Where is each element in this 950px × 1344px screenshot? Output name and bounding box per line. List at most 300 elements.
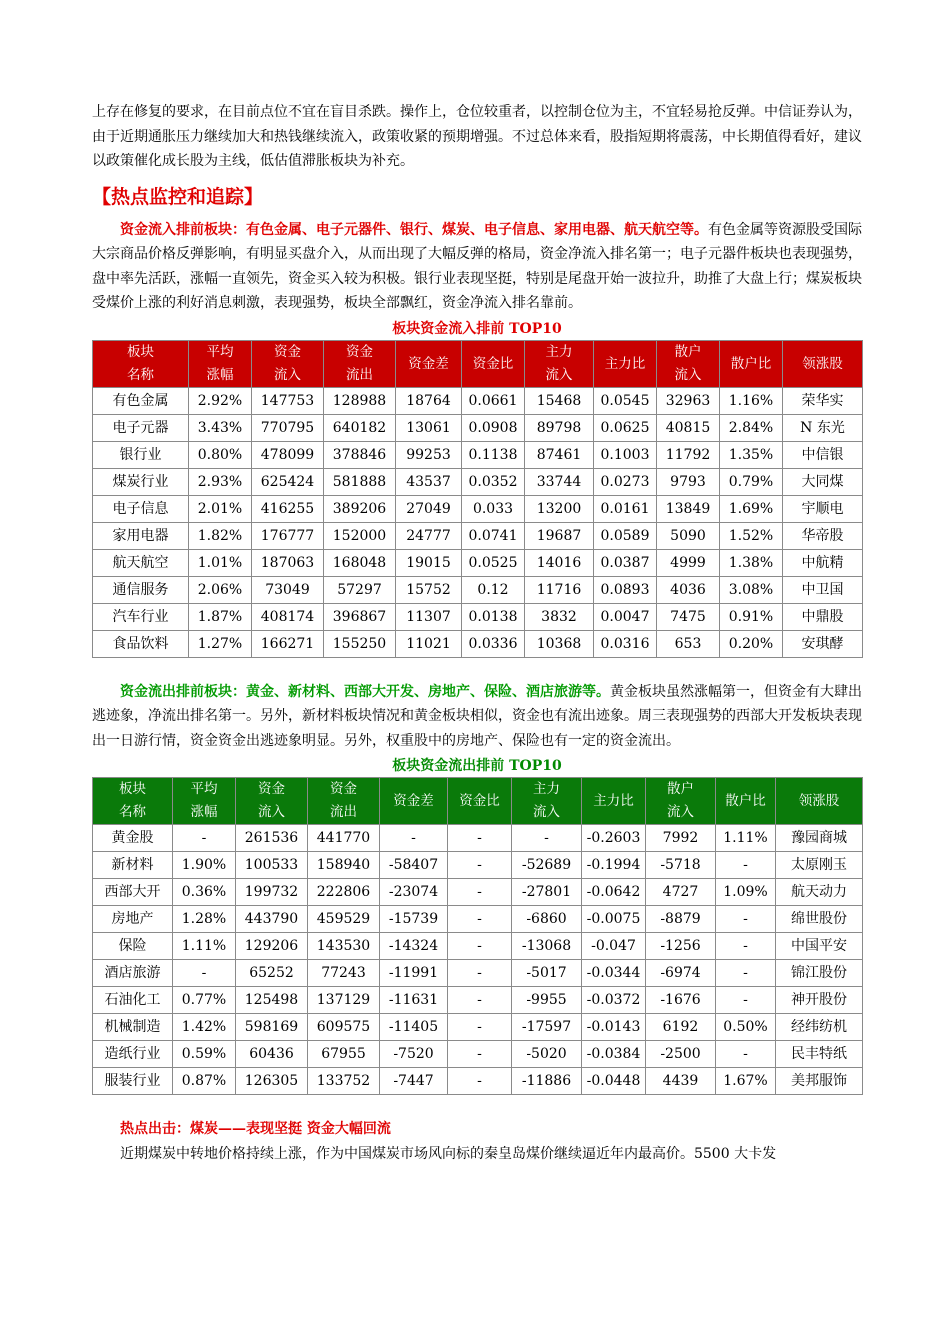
- column-header: [236, 778, 308, 825]
- table-cell: -6860: [512, 906, 582, 933]
- table-cell: -: [716, 1041, 776, 1068]
- table-cell: -0.0075: [582, 906, 646, 933]
- table-cell: 银行业: [93, 441, 189, 468]
- table-cell: 4036: [657, 576, 720, 603]
- table-cell: 0.36%: [173, 879, 236, 906]
- column-header: [173, 778, 236, 825]
- table-cell: -13068: [512, 933, 582, 960]
- column-header: 资金差: [380, 778, 448, 825]
- column-header-line: 散户: [674, 343, 702, 360]
- table-cell: 绵世股份: [776, 906, 863, 933]
- table-cell: 0.77%: [173, 987, 236, 1014]
- table-cell: 0.1003: [594, 441, 657, 468]
- table-cell: 中卫国: [783, 576, 863, 603]
- table-cell: 1.90%: [173, 852, 236, 879]
- table-row: [93, 576, 863, 603]
- column-header: [252, 340, 324, 387]
- table-cell: 0.12: [462, 576, 525, 603]
- table-cell: -5020: [512, 1041, 582, 1068]
- table-cell: 中国平安: [776, 933, 863, 960]
- table-cell: 安琪酵: [783, 630, 863, 657]
- table-cell: 0.91%: [720, 603, 783, 630]
- table-cell: 0.0387: [594, 549, 657, 576]
- table-cell: 33744: [525, 468, 594, 495]
- table-cell: 653: [657, 630, 720, 657]
- column-header: 主力比: [594, 340, 657, 387]
- table-cell: 408174: [252, 603, 324, 630]
- table-cell: 0.0273: [594, 468, 657, 495]
- table-cell: 57297: [324, 576, 396, 603]
- table-cell: 4727: [646, 879, 716, 906]
- table-cell: 大同煤: [783, 468, 863, 495]
- table-cell: 0.50%: [716, 1014, 776, 1041]
- inflow-table: [92, 340, 863, 658]
- column-header: [657, 340, 720, 387]
- table-cell: 99253: [396, 441, 462, 468]
- table-cell: 1.11%: [173, 933, 236, 960]
- table-cell: -: [448, 906, 512, 933]
- table-cell: 1.82%: [189, 522, 252, 549]
- table-cell: 荣华实: [783, 387, 863, 414]
- table-cell: -0.1994: [582, 852, 646, 879]
- table-row: [93, 603, 863, 630]
- table-cell: 199732: [236, 879, 308, 906]
- table-cell: 0.0352: [462, 468, 525, 495]
- table-cell: 0.0893: [594, 576, 657, 603]
- table-cell: 西部大开: [93, 879, 173, 906]
- table-cell: 598169: [236, 1014, 308, 1041]
- column-header-line: 资金: [258, 781, 285, 797]
- table-cell: 609575: [308, 1014, 380, 1041]
- table-cell: 43537: [396, 468, 462, 495]
- column-header-line: 散户: [667, 781, 694, 797]
- table-row: [93, 987, 863, 1014]
- table-cell: -0.0372: [582, 987, 646, 1014]
- table-cell: 100533: [236, 852, 308, 879]
- column-header: [646, 778, 716, 825]
- table-cell: 汽车行业: [93, 603, 189, 630]
- table-cell: 73049: [252, 576, 324, 603]
- table-cell: 7475: [657, 603, 720, 630]
- table-cell: 77243: [308, 960, 380, 987]
- table-cell: -1676: [646, 987, 716, 1014]
- table-cell: 1.35%: [720, 441, 783, 468]
- table-cell: 128988: [324, 387, 396, 414]
- table-cell: -52689: [512, 852, 582, 879]
- table-row: [93, 852, 863, 879]
- table-cell: 87461: [525, 441, 594, 468]
- table-cell: -58407: [380, 852, 448, 879]
- column-header: [512, 778, 582, 825]
- hotspot-body: 近期煤炭中转地价格持续上涨，作为中国煤炭市场风向标的秦皇岛煤价继续逼近年内最高价。5500 大卡发: [120, 1145, 777, 1162]
- table-cell: 187063: [252, 549, 324, 576]
- table-cell: 酒店旅游: [93, 960, 173, 987]
- table-cell: 27049: [396, 495, 462, 522]
- table-cell: 126305: [236, 1068, 308, 1095]
- table-cell: 19687: [525, 522, 594, 549]
- table-cell: 152000: [324, 522, 396, 549]
- table-cell: -0.047: [582, 933, 646, 960]
- table-cell: -: [448, 852, 512, 879]
- table-row: [93, 1041, 863, 1068]
- table-cell: 2.06%: [189, 576, 252, 603]
- table-cell: 459529: [308, 906, 380, 933]
- table-cell: 豫园商城: [776, 825, 863, 852]
- table-cell: 0.0545: [594, 387, 657, 414]
- table-cell: 1.09%: [716, 879, 776, 906]
- table-cell: 625424: [252, 468, 324, 495]
- table-cell: 民丰特纸: [776, 1041, 863, 1068]
- table-cell: 保险: [93, 933, 173, 960]
- table-cell: 155250: [324, 630, 396, 657]
- table-cell: 0.0161: [594, 495, 657, 522]
- table-cell: -: [448, 987, 512, 1014]
- inflow-paragraph: [92, 218, 862, 316]
- table-cell: -: [173, 825, 236, 852]
- table-cell: 4439: [646, 1068, 716, 1095]
- table-cell: 5090: [657, 522, 720, 549]
- table-cell: 1.11%: [716, 825, 776, 852]
- table-cell: 中鼎股: [783, 603, 863, 630]
- table-cell: 13200: [525, 495, 594, 522]
- table-cell: 新材料: [93, 852, 173, 879]
- table-cell: 食品饮料: [93, 630, 189, 657]
- column-header-line: 板块: [119, 781, 146, 797]
- table-cell: -9955: [512, 987, 582, 1014]
- table-cell: 14016: [525, 549, 594, 576]
- table-cell: -15739: [380, 906, 448, 933]
- table-cell: 中信银: [783, 441, 863, 468]
- column-header: 散户比: [716, 778, 776, 825]
- table-cell: 神开股份: [776, 987, 863, 1014]
- table-cell: 太原刚玉: [776, 852, 863, 879]
- table-cell: 60436: [236, 1041, 308, 1068]
- table-cell: 航天动力: [776, 879, 863, 906]
- outflow-header-row: [93, 778, 863, 825]
- hotspot-title-text: 热点出击：煤炭——表现坚挺 资金大幅回流: [120, 1121, 391, 1137]
- table-cell: 389206: [324, 495, 396, 522]
- table-cell: 6192: [646, 1014, 716, 1041]
- table-cell: -: [448, 960, 512, 987]
- column-header: [525, 340, 594, 387]
- table-cell: 1.16%: [720, 387, 783, 414]
- table-cell: 0.0525: [462, 549, 525, 576]
- table-cell: 0.0047: [594, 603, 657, 630]
- column-header: [324, 340, 396, 387]
- column-header-line: 名称: [119, 804, 146, 820]
- table-cell: 222806: [308, 879, 380, 906]
- table-cell: 1.28%: [173, 906, 236, 933]
- column-header-line: 流入: [667, 804, 694, 820]
- table-cell: 11307: [396, 603, 462, 630]
- column-header: 主力比: [582, 778, 646, 825]
- table-cell: 石油化工: [93, 987, 173, 1014]
- outflow-paragraph: [92, 680, 862, 754]
- table-cell: -: [716, 852, 776, 879]
- outflow-table-body: [93, 825, 863, 1095]
- table-cell: 房地产: [93, 906, 173, 933]
- table-cell: 396867: [324, 603, 396, 630]
- column-header-line: 流入: [274, 366, 301, 383]
- column-header: 资金差: [396, 340, 462, 387]
- table-cell: -7447: [380, 1068, 448, 1095]
- table-cell: 0.0908: [462, 414, 525, 441]
- table-cell: 416255: [252, 495, 324, 522]
- table-cell: 143530: [308, 933, 380, 960]
- table-cell: -5017: [512, 960, 582, 987]
- table-cell: 1.69%: [720, 495, 783, 522]
- table-cell: 441770: [308, 825, 380, 852]
- column-header-line: 资金: [330, 781, 357, 797]
- table-cell: -: [448, 879, 512, 906]
- column-header-line: 资金: [346, 343, 373, 360]
- table-cell: 176777: [252, 522, 324, 549]
- table-cell: 锦江股份: [776, 960, 863, 987]
- table-cell: 24777: [396, 522, 462, 549]
- table-row: [93, 468, 863, 495]
- table-cell: 0.0625: [594, 414, 657, 441]
- table-cell: 65252: [236, 960, 308, 987]
- table-cell: -: [380, 825, 448, 852]
- table-cell: 电子信息: [93, 495, 189, 522]
- table-cell: 0.033: [462, 495, 525, 522]
- column-header: 散户比: [720, 340, 783, 387]
- column-header-line: 流入: [258, 804, 285, 820]
- table-cell: 0.0138: [462, 603, 525, 630]
- table-row: [93, 906, 863, 933]
- table-cell: 158940: [308, 852, 380, 879]
- table-cell: 378846: [324, 441, 396, 468]
- table-cell: -23074: [380, 879, 448, 906]
- table-cell: -11991: [380, 960, 448, 987]
- table-cell: 2.92%: [189, 387, 252, 414]
- table-cell: 0.0316: [594, 630, 657, 657]
- table-row: [93, 441, 863, 468]
- table-cell: 0.59%: [173, 1041, 236, 1068]
- table-cell: 2.93%: [189, 468, 252, 495]
- table-cell: 1.01%: [189, 549, 252, 576]
- table-cell: 125498: [236, 987, 308, 1014]
- table-cell: -0.0143: [582, 1014, 646, 1041]
- table-cell: -27801: [512, 879, 582, 906]
- table-cell: 770795: [252, 414, 324, 441]
- table-cell: 13061: [396, 414, 462, 441]
- table-cell: -0.0384: [582, 1041, 646, 1068]
- table-cell: -: [448, 1041, 512, 1068]
- table-cell: 129206: [236, 933, 308, 960]
- table-cell: 电子元器: [93, 414, 189, 441]
- column-header-line: 名称: [127, 366, 154, 383]
- outflow-table: [92, 777, 863, 1095]
- table-cell: 有色金属: [93, 387, 189, 414]
- table-cell: -: [512, 825, 582, 852]
- table-cell: 10368: [525, 630, 594, 657]
- table-row: [93, 825, 863, 852]
- table-cell: 1.27%: [189, 630, 252, 657]
- table-cell: 32963: [657, 387, 720, 414]
- column-header: [308, 778, 380, 825]
- table-cell: 机械制造: [93, 1014, 173, 1041]
- table-cell: 美邦服饰: [776, 1068, 863, 1095]
- table-row: [93, 879, 863, 906]
- column-header-line: 主力: [533, 781, 560, 797]
- table-cell: 168048: [324, 549, 396, 576]
- intro-paragraph: 上存在修复的要求，在目前点位不宜在盲目杀跌。操作上，仓位较重者，以控制仓位为主，不宜轻易抢反弹。中信证券认为，由于近期通胀压力继续加大和热钱继续流入，政策收紧的预期增强。不过总体来看，股指短期将震荡，中长期值得看好，建议以政策催化成长股为主线，低估值滞胀板块为补充。: [92, 104, 862, 169]
- column-header-line: 板块: [127, 343, 154, 360]
- column-header-line: 流入: [674, 366, 702, 383]
- table-cell: 147753: [252, 387, 324, 414]
- table-cell: 造纸行业: [93, 1041, 173, 1068]
- table-cell: -2500: [646, 1041, 716, 1068]
- table-row: [93, 630, 863, 657]
- table-cell: 2.01%: [189, 495, 252, 522]
- column-header-line: 资金: [274, 343, 301, 360]
- table-cell: 67955: [308, 1041, 380, 1068]
- table-cell: 11792: [657, 441, 720, 468]
- table-cell: -7520: [380, 1041, 448, 1068]
- column-header: [93, 340, 189, 387]
- table-cell: 0.0336: [462, 630, 525, 657]
- table-cell: 3.43%: [189, 414, 252, 441]
- column-header: [93, 778, 173, 825]
- table-cell: 华帝股: [783, 522, 863, 549]
- table-cell: 经纬纺机: [776, 1014, 863, 1041]
- table-cell: 443790: [236, 906, 308, 933]
- table-cell: 0.80%: [189, 441, 252, 468]
- table-cell: -0.0344: [582, 960, 646, 987]
- table-cell: N 东光: [783, 414, 863, 441]
- table-row: [93, 960, 863, 987]
- table-cell: 1.67%: [716, 1068, 776, 1095]
- outflow-table-title: 板块资金流出排前 TOP10: [392, 758, 562, 774]
- table-cell: 0.0661: [462, 387, 525, 414]
- table-cell: 1.87%: [189, 603, 252, 630]
- column-header-line: 流入: [533, 804, 560, 820]
- table-cell: 0.20%: [720, 630, 783, 657]
- column-header-line: 流出: [330, 804, 357, 820]
- column-header: 领涨股: [783, 340, 863, 387]
- table-cell: 航天航空: [93, 549, 189, 576]
- column-header-line: 流入: [545, 366, 573, 383]
- table-cell: -6974: [646, 960, 716, 987]
- table-cell: 宇顺电: [783, 495, 863, 522]
- table-cell: 89798: [525, 414, 594, 441]
- table-cell: 1.38%: [720, 549, 783, 576]
- table-cell: 1.42%: [173, 1014, 236, 1041]
- outflow-lead: 资金流出排前板块：黄金、新材料、西部大开发、房地产、保险、酒店旅游等。: [120, 683, 610, 700]
- table-row: [93, 387, 863, 414]
- table-cell: -1256: [646, 933, 716, 960]
- table-cell: 11716: [525, 576, 594, 603]
- table-cell: 18764: [396, 387, 462, 414]
- table-cell: -8879: [646, 906, 716, 933]
- table-cell: -: [716, 906, 776, 933]
- inflow-body: 有色金属等资源股受国际大宗商品价格反弹影响，有明显买盘介入，从而出现了大幅反弹的格局，资金净流入排名第一；电子元器件板块也表现强势，盘中率先活跃，涨幅一直领先，资金买入较为积极。银行业表现坚挺，特别是尾盘开始一波拉升，助推了大盘上行；煤炭板块受煤价上涨的利好消息刺激，表现强势，板块全部飘红，资金净流入排名靠前。: [92, 221, 862, 311]
- table-cell: -0.0642: [582, 879, 646, 906]
- table-cell: -: [716, 960, 776, 987]
- table-row: [93, 414, 863, 441]
- column-header-line: 涨幅: [206, 366, 234, 383]
- hotspot-title: [92, 1117, 862, 1142]
- outflow-body: 黄金板块虽然涨幅第一，但资金有大肆出逃迹象，净流出排名第一。另外，新材料板块情况和黄金板块相似，资金也有流出迹象。周三表现强势的西部大开发板块表现出一日游行情，资金资金出逃迹象明显。另外，权重股中的房地产、保险也有一定的资金流出。: [92, 683, 862, 749]
- table-cell: -17597: [512, 1014, 582, 1041]
- table-cell: -: [173, 960, 236, 987]
- table-cell: -: [716, 933, 776, 960]
- table-cell: -: [448, 1014, 512, 1041]
- table-row: [93, 1068, 863, 1095]
- document-page: [92, 100, 862, 1166]
- table-cell: -11405: [380, 1014, 448, 1041]
- inflow-lead: 资金流入排前板块：有色金属、电子元器件、银行、煤炭、电子信息、家用电器、航天航空等。: [120, 221, 708, 238]
- table-cell: -5718: [646, 852, 716, 879]
- column-header-line: 主力: [545, 343, 573, 360]
- table-cell: 0.87%: [173, 1068, 236, 1095]
- table-cell: 4999: [657, 549, 720, 576]
- column-header: 资金比: [462, 340, 525, 387]
- column-header: [189, 340, 252, 387]
- section-title: 【热点监控和追踪】: [92, 185, 264, 208]
- table-cell: 40815: [657, 414, 720, 441]
- table-cell: 7992: [646, 825, 716, 852]
- table-row: [93, 1014, 863, 1041]
- table-cell: -: [448, 1068, 512, 1095]
- column-header-line: 平均: [190, 781, 218, 797]
- table-cell: 黄金股: [93, 825, 173, 852]
- table-cell: -0.0448: [582, 1068, 646, 1095]
- table-cell: 133752: [308, 1068, 380, 1095]
- table-cell: 581888: [324, 468, 396, 495]
- table-cell: -: [448, 825, 512, 852]
- table-cell: 640182: [324, 414, 396, 441]
- column-header: 资金比: [448, 778, 512, 825]
- table-cell: -: [448, 933, 512, 960]
- table-cell: 15752: [396, 576, 462, 603]
- table-cell: 137129: [308, 987, 380, 1014]
- table-cell: 0.1138: [462, 441, 525, 468]
- table-cell: -11631: [380, 987, 448, 1014]
- table-cell: 19015: [396, 549, 462, 576]
- table-cell: 煤炭行业: [93, 468, 189, 495]
- table-cell: 166271: [252, 630, 324, 657]
- table-cell: 15468: [525, 387, 594, 414]
- table-cell: 服装行业: [93, 1068, 173, 1095]
- table-cell: 478099: [252, 441, 324, 468]
- column-header: 领涨股: [776, 778, 863, 825]
- column-header-line: 流出: [346, 366, 373, 383]
- table-cell: 11021: [396, 630, 462, 657]
- table-cell: 261536: [236, 825, 308, 852]
- table-row: [93, 522, 863, 549]
- table-cell: 通信服务: [93, 576, 189, 603]
- table-cell: -: [716, 987, 776, 1014]
- table-cell: 0.0741: [462, 522, 525, 549]
- table-row: [93, 933, 863, 960]
- column-header-line: 平均: [206, 343, 234, 360]
- table-cell: 13849: [657, 495, 720, 522]
- column-header-line: 涨幅: [190, 804, 218, 820]
- table-cell: 2.84%: [720, 414, 783, 441]
- table-cell: 1.52%: [720, 522, 783, 549]
- table-cell: 中航精: [783, 549, 863, 576]
- inflow-header-row: [93, 340, 863, 387]
- table-row: [93, 549, 863, 576]
- table-cell: -0.2603: [582, 825, 646, 852]
- table-cell: 0.0589: [594, 522, 657, 549]
- inflow-table-body: [93, 387, 863, 657]
- table-cell: -11886: [512, 1068, 582, 1095]
- table-cell: 家用电器: [93, 522, 189, 549]
- table-cell: 0.79%: [720, 468, 783, 495]
